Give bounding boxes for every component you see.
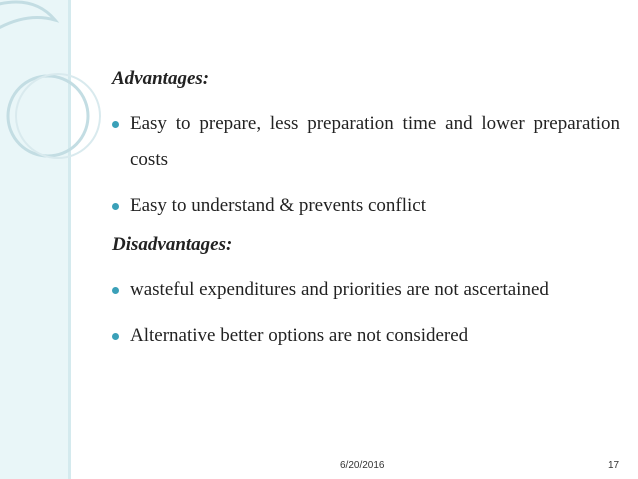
footer-date: 6/20/2016 xyxy=(340,460,385,471)
disadvantage-text: Alternative better options are not considered xyxy=(130,325,469,346)
advantage-text: Easy to understand & prevents conflict xyxy=(130,195,427,216)
bullet-icon xyxy=(112,333,119,340)
slide-content xyxy=(112,60,620,364)
advantage-item xyxy=(112,188,620,224)
disadvantage-item xyxy=(112,318,620,354)
disadvantages-heading: Disadvantages: xyxy=(112,234,233,255)
disadvantage-text: wasteful expenditures and priorities are not ascertained xyxy=(130,279,549,300)
advantage-text: Easy to prepare, less preparation time and lower preparation costs xyxy=(130,113,620,170)
disadvantage-item xyxy=(112,272,620,308)
bullet-icon xyxy=(112,121,119,128)
advantage-item xyxy=(112,106,620,178)
bullet-icon xyxy=(112,287,119,294)
footer-page-number: 17 xyxy=(608,460,620,471)
advantages-heading: Advantages: xyxy=(112,68,210,89)
bullet-icon xyxy=(112,203,119,210)
